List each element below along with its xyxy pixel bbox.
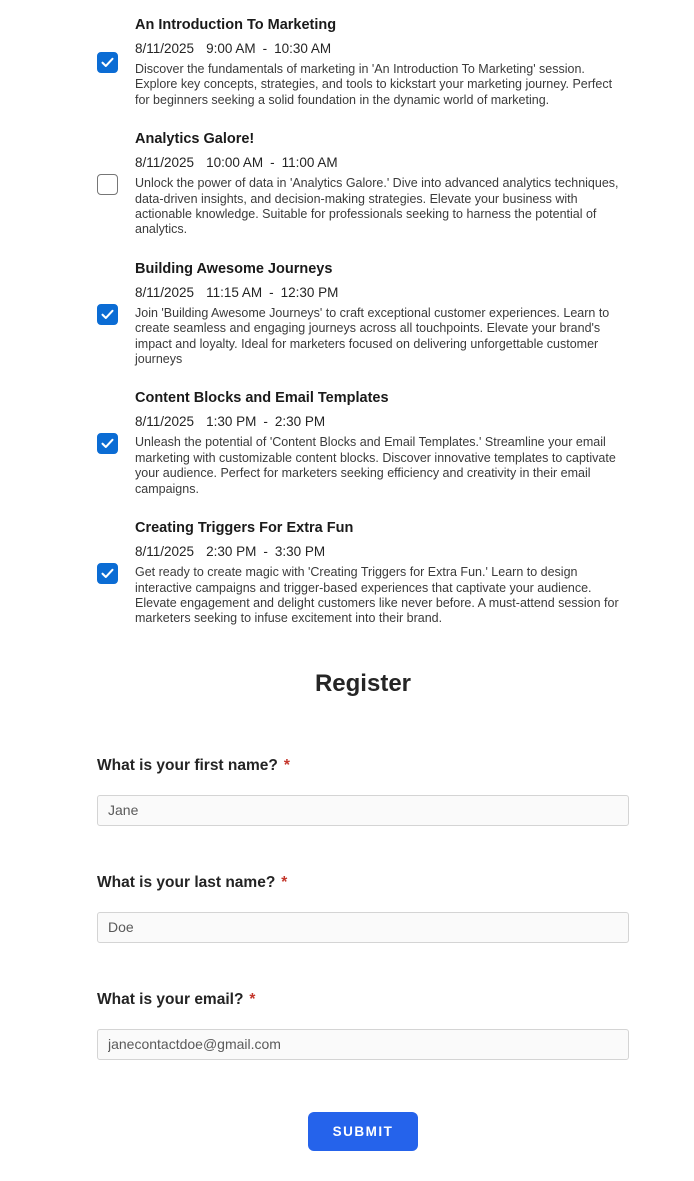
first-name-label [97, 757, 629, 775]
session-date: 8/11/2025 [135, 155, 195, 171]
session-schedule [135, 285, 629, 300]
registration-form [97, 757, 629, 1151]
session-date: 8/11/2025 [135, 41, 195, 56]
session-title: Analytics Galore! [135, 131, 255, 148]
last-name-label-text: What is your last name? [97, 873, 276, 891]
email-input[interactable] [97, 1029, 629, 1060]
session-description: Discover the fundamentals of marketing in 'An Introduction To Marketing' session. Explore key concepts, strategies, and tools to kickstart your marketing journey. Perfect for beginners seeking a solid foundation in the dynamic world of marketing. [135, 62, 613, 107]
time-separator: - [263, 414, 268, 430]
required-asterisk: * [249, 990, 256, 1008]
session-content [135, 17, 629, 108]
email-group [97, 991, 629, 1060]
session-content [135, 520, 629, 627]
session-content [135, 131, 629, 238]
session-row [97, 131, 629, 238]
session-checkbox[interactable] [97, 304, 118, 325]
submit-button[interactable]: SUBMIT [308, 1112, 419, 1151]
session-row [97, 390, 629, 497]
session-start-time: 11:15 AM [206, 284, 263, 300]
session-schedule [135, 155, 629, 170]
session-description: Join 'Building Awesome Journeys' to craft exceptional customer experiences. Learn to create seamless and engaging journeys across all touchpoints. Elevate your brand's impact and loyalty. Ideal for marketers focused on delivering unforgettable customer journeys [135, 305, 610, 367]
session-end-time: 10:30 AM [274, 41, 332, 56]
session-start-time: 2:30 PM [206, 544, 257, 560]
first-name-label-text: What is your first name? [97, 756, 278, 774]
session-start-time: 1:30 PM [206, 414, 257, 430]
last-name-group [97, 874, 629, 943]
session-checkbox[interactable] [97, 174, 118, 195]
session-description: Get ready to create magic with 'Creating Triggers for Extra Fun.' Learn to design interactive campaigns and trigger-based experiences that captivate your audience. Elevate engagement and delight customers like never before. A must-attend session for marketers seeking to infuse excitement into their brand. [135, 565, 619, 626]
session-date: 8/11/2025 [135, 414, 195, 430]
session-checkbox[interactable] [97, 563, 118, 584]
email-label [97, 991, 629, 1009]
submit-row [97, 1112, 629, 1151]
session-checkbox[interactable] [97, 52, 118, 73]
session-end-time: 11:00 AM [281, 155, 338, 171]
session-row [97, 520, 629, 627]
first-name-input[interactable] [97, 795, 629, 826]
session-list [97, 17, 629, 627]
time-separator: - [263, 544, 268, 560]
last-name-label [97, 874, 629, 892]
last-name-input[interactable] [97, 912, 629, 943]
session-start-time: 9:00 AM [206, 41, 256, 56]
session-schedule [135, 414, 629, 429]
session-title: An Introduction To Marketing [135, 17, 337, 33]
session-end-time: 2:30 PM [274, 414, 326, 430]
checkmark-icon [101, 57, 114, 68]
checkmark-icon [101, 568, 114, 579]
session-content [135, 261, 629, 368]
session-date: 8/11/2025 [135, 544, 195, 560]
session-checkbox[interactable] [97, 433, 118, 454]
checkmark-icon [101, 438, 114, 449]
session-start-time: 10:00 AM [206, 155, 264, 171]
checkmark-icon [101, 309, 114, 320]
time-separator: - [270, 155, 275, 171]
session-description: Unleash the potential of 'Content Blocks and Email Templates.' Streamline your email marketing with customizable content blocks. Discover innovative templates to captivate your audience. Perfect for marketers seeking efficiency and creativity in their email campaigns. [135, 435, 616, 496]
required-asterisk: * [281, 873, 288, 891]
session-row [97, 17, 629, 108]
register-heading: Register [314, 669, 412, 697]
session-content [135, 390, 629, 497]
session-end-time: 12:30 PM [280, 284, 339, 300]
time-separator: - [262, 41, 268, 56]
required-asterisk: * [283, 756, 290, 774]
session-title: Creating Triggers For Extra Fun [135, 520, 354, 537]
time-separator: - [269, 284, 274, 300]
session-date: 8/11/2025 [135, 284, 195, 300]
session-row [97, 261, 629, 368]
first-name-group [97, 757, 629, 826]
session-end-time: 3:30 PM [274, 544, 326, 560]
session-title: Building Awesome Journeys [135, 260, 333, 277]
session-schedule [135, 41, 629, 56]
email-label-text: What is your email? [97, 990, 244, 1008]
session-title: Content Blocks and Email Templates [135, 390, 389, 407]
session-schedule [135, 544, 629, 559]
session-description: Unlock the power of data in 'Analytics Galore.' Dive into advanced analytics techniques, data-driven insights, and decision-making strategies. Elevate your business with actionable knowledge. Suitable for professionals seeking to harness the potential of analytics. [135, 176, 619, 237]
